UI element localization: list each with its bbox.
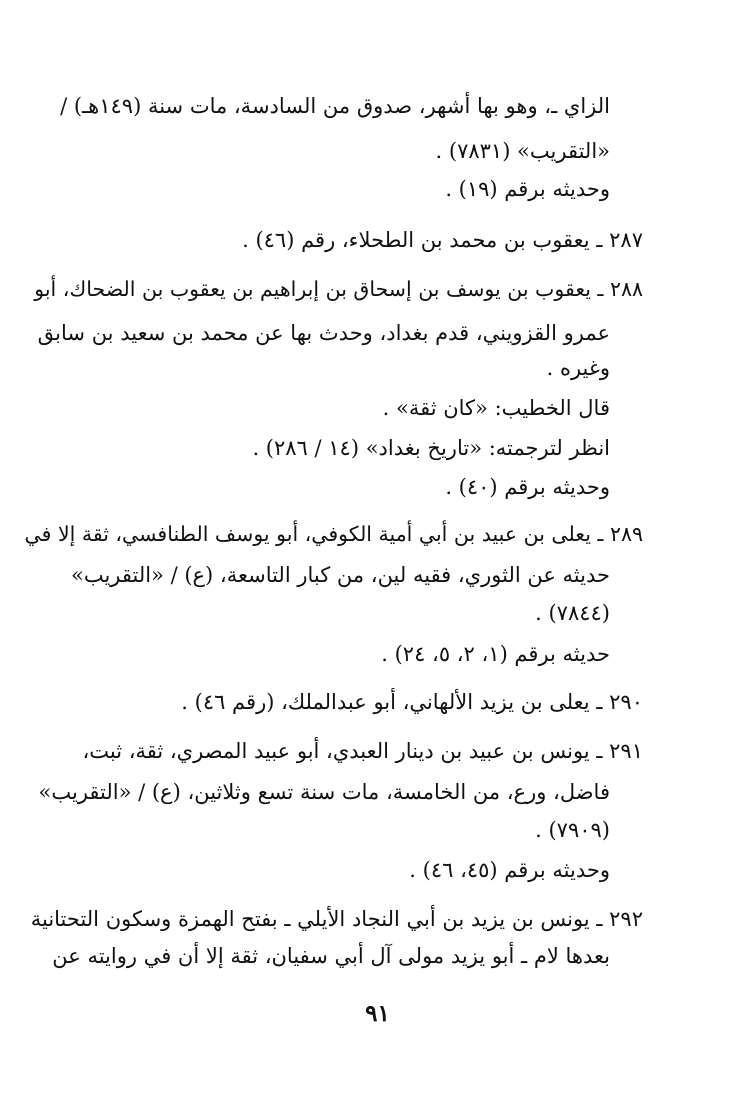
- text-line: «التقريب» (٧٨٣١) .: [435, 139, 610, 163]
- text-line: (٧٨٤٤) .: [535, 601, 610, 625]
- entry-292: ٢٩٢ ـ يونس بن يزيد بن أبي النجاد الأيلي ـ بفتح الهمزة وسكون التحتانية: [30, 907, 643, 931]
- text-line: انظر لترجمته: «تاريخ بغداد» (١٤ / ٢٨٦) .: [252, 436, 610, 460]
- text-line: وحديثه برقم (٤٠) .: [445, 475, 610, 499]
- entry-289: ٢٨٩ ـ يعلى بن عبيد بن أبي أمية الكوفي، أبو يوسف الطنافسي، ثقة إلا في: [24, 522, 643, 546]
- text-line: حديثه عن الثوري، فقيه لين، من كبار التاسعة، (ع) / «التقريب»: [70, 563, 610, 587]
- text-line: وغيره .: [546, 356, 610, 380]
- text-line: الزاي ـ، وهو بها أشهر، صدوق من السادسة، مات سنة (١٤٩هـ) /: [60, 94, 610, 118]
- text-line: وحديثه برقم (١٩) .: [445, 177, 610, 201]
- text-line: وحديثه برقم (٤٥، ٤٦) .: [409, 858, 610, 882]
- entry-288: ٢٨٨ ـ يعقوب بن يوسف بن إسحاق بن إبراهيم بن يعقوب بن الضحاك، أبو: [34, 277, 643, 301]
- text-line: قال الخطيب: «كان ثقة» .: [382, 396, 610, 420]
- page-number: ٩١: [365, 1000, 390, 1027]
- entry-287: ٢٨٧ ـ يعقوب بن محمد بن الطحلاء، رقم (٤٦) .: [242, 228, 643, 252]
- entry-290: ٢٩٠ ـ يعلى بن يزيد الألهاني، أبو عبدالملك، (رقم ٤٦) .: [181, 690, 643, 714]
- text-line: فاضل، ورع، من الخامسة، مات سنة تسع وثلاثين، (ع) / «التقريب»: [38, 780, 610, 804]
- text-line: عمرو القزويني، قدم بغداد، وحدث بها عن محمد بن سعيد بن سابق: [37, 321, 610, 345]
- entry-291: ٢٩١ ـ يونس بن عبيد بن دينار العبدي، أبو عبيد المصري، ثقة، ثبت،: [82, 739, 643, 763]
- text-line: بعدها لام ـ أبو يزيد مولى آل أبي سفيان، ثقة إلا أن في روايته عن: [52, 944, 610, 968]
- text-line: حديثه برقم (١، ٢، ٥، ٢٤) .: [381, 642, 610, 666]
- text-line: (٧٩٠٩) .: [535, 818, 610, 842]
